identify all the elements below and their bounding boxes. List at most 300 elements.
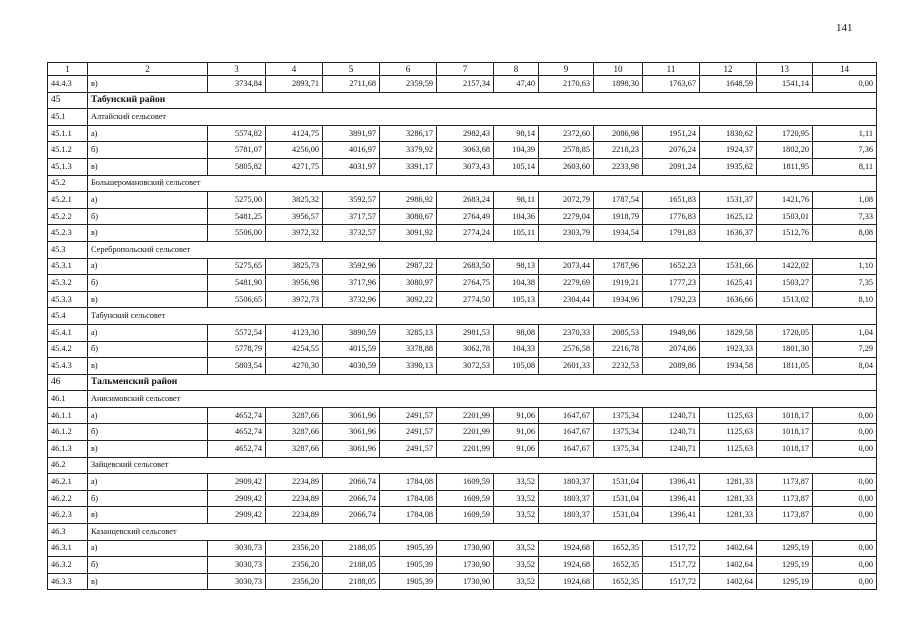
value-cell: 0,00 [813, 557, 877, 574]
value-cell: 33,52 [494, 540, 539, 557]
value-cell: 1,10 [813, 258, 877, 275]
row-code: 44.4.3 [48, 76, 88, 93]
value-cell: 2188,05 [323, 557, 380, 574]
value-cell: 1295,19 [757, 540, 813, 557]
value-cell: 1924,37 [700, 142, 757, 159]
row-code: 46.3.3 [48, 573, 88, 590]
value-cell: 3287,66 [266, 407, 323, 424]
value-cell: 33,52 [494, 474, 539, 491]
value-cell: 105,08 [494, 358, 539, 375]
value-cell: 1791,83 [643, 225, 700, 242]
value-cell: 1609,59 [437, 490, 494, 507]
row-code: 45 [48, 92, 88, 109]
value-cell: 3063,68 [437, 142, 494, 159]
value-cell: 1541,14 [757, 76, 813, 93]
row-code: 45.4.2 [48, 341, 88, 358]
value-cell: 1918,79 [594, 208, 643, 225]
value-cell: 1951,24 [643, 125, 700, 142]
value-cell: 1018,17 [757, 424, 813, 441]
value-cell: 3379,92 [380, 142, 437, 159]
value-cell: 1375,34 [594, 441, 643, 458]
value-cell: 1636,66 [700, 291, 757, 308]
row-label: б) [88, 557, 208, 574]
value-cell: 1281,33 [700, 474, 757, 491]
value-cell: 0,00 [813, 507, 877, 524]
value-cell: 2764,75 [437, 275, 494, 292]
value-cell: 1295,19 [757, 557, 813, 574]
value-cell: 5275,65 [208, 258, 266, 275]
value-cell: 1125,63 [700, 424, 757, 441]
value-cell: 91,06 [494, 441, 539, 458]
value-cell: 3062,78 [437, 341, 494, 358]
table-row [48, 275, 877, 292]
value-cell: 1517,72 [643, 540, 700, 557]
value-cell: 3030,73 [208, 540, 266, 557]
value-cell: 2201,99 [437, 441, 494, 458]
column-header: 3 [208, 63, 266, 76]
row-label: в) [88, 441, 208, 458]
value-cell: 104,39 [494, 142, 539, 159]
value-cell: 5778,79 [208, 341, 266, 358]
value-cell: 1924,68 [539, 540, 594, 557]
value-cell: 1421,76 [757, 192, 813, 209]
value-cell: 1651,83 [643, 192, 700, 209]
value-cell: 2074,86 [643, 341, 700, 358]
value-cell: 1829,58 [700, 324, 757, 341]
value-cell: 1803,37 [539, 474, 594, 491]
row-label: в) [88, 507, 208, 524]
value-cell: 5506,00 [208, 225, 266, 242]
settlement-row [48, 391, 877, 408]
value-cell: 1924,68 [539, 557, 594, 574]
value-cell: 1609,59 [437, 474, 494, 491]
value-cell: 1531,37 [700, 192, 757, 209]
value-cell: 1811,05 [757, 358, 813, 375]
row-code: 46.3.2 [48, 557, 88, 574]
value-cell: 3391,17 [380, 158, 437, 175]
value-cell: 3734,84 [208, 76, 266, 93]
value-cell: 33,52 [494, 490, 539, 507]
value-cell: 2370,33 [539, 324, 594, 341]
value-cell: 98,08 [494, 324, 539, 341]
table-row [48, 76, 877, 93]
settlement-name: Серебропольский сельсовет [88, 241, 877, 258]
value-cell: 3592,96 [323, 258, 380, 275]
value-cell: 2603,60 [539, 158, 594, 175]
row-label: а) [88, 407, 208, 424]
column-header: 2 [88, 63, 208, 76]
value-cell: 105,14 [494, 158, 539, 175]
header-row [48, 63, 877, 76]
value-cell: 0,00 [813, 573, 877, 590]
row-code: 45.2.1 [48, 192, 88, 209]
value-cell: 105,11 [494, 225, 539, 242]
value-cell: 1125,63 [700, 441, 757, 458]
value-cell: 3717,96 [323, 275, 380, 292]
value-cell: 1018,17 [757, 407, 813, 424]
value-cell: 5275,00 [208, 192, 266, 209]
value-cell: 2073,44 [539, 258, 594, 275]
value-cell: 1018,17 [757, 441, 813, 458]
value-cell: 2909,42 [208, 474, 266, 491]
value-cell: 2234,89 [266, 507, 323, 524]
value-cell: 1730,90 [437, 573, 494, 590]
row-code: 45.3 [48, 241, 88, 258]
column-header: 11 [643, 63, 700, 76]
value-cell: 3732,57 [323, 225, 380, 242]
row-code: 45.3.2 [48, 275, 88, 292]
value-cell: 1636,37 [700, 225, 757, 242]
settlement-name: Большеромановский сельсовет [88, 175, 877, 192]
settlement-name: Зайцевский сельсовет [88, 457, 877, 474]
value-cell: 3890,59 [323, 324, 380, 341]
value-cell: 1787,96 [594, 258, 643, 275]
value-cell: 4030,59 [323, 358, 380, 375]
value-cell: 2201,99 [437, 407, 494, 424]
row-code: 45.2.2 [48, 208, 88, 225]
table-row [48, 573, 877, 590]
value-cell: 5803,54 [208, 358, 266, 375]
column-header: 12 [700, 63, 757, 76]
row-code: 46.1 [48, 391, 88, 408]
value-cell: 33,52 [494, 557, 539, 574]
value-cell: 4124,75 [266, 125, 323, 142]
value-cell: 5574,82 [208, 125, 266, 142]
row-label: в) [88, 291, 208, 308]
value-cell: 4652,74 [208, 424, 266, 441]
value-cell: 1625,41 [700, 275, 757, 292]
row-code: 46.2 [48, 457, 88, 474]
column-header: 7 [437, 63, 494, 76]
value-cell: 1125,63 [700, 407, 757, 424]
value-cell: 1295,19 [757, 573, 813, 590]
value-cell: 7,33 [813, 208, 877, 225]
value-cell: 1949,86 [643, 324, 700, 341]
settlement-row [48, 524, 877, 541]
row-code: 45.1 [48, 109, 88, 126]
value-cell: 3287,66 [266, 424, 323, 441]
settlement-name: Анисимовский сельсовет [88, 391, 877, 408]
value-cell: 5506,65 [208, 291, 266, 308]
value-cell: 2072,79 [539, 192, 594, 209]
value-cell: 1784,08 [380, 507, 437, 524]
value-cell: 3592,57 [323, 192, 380, 209]
value-cell: 1513,02 [757, 291, 813, 308]
value-cell: 1396,41 [643, 474, 700, 491]
value-cell: 1802,20 [757, 142, 813, 159]
value-cell: 2774,50 [437, 291, 494, 308]
settlement-name: Алтайский сельсовет [88, 109, 877, 126]
table-row [48, 258, 877, 275]
row-code: 46.2.3 [48, 507, 88, 524]
value-cell: 2601,33 [539, 358, 594, 375]
row-label: в) [88, 358, 208, 375]
value-cell: 4652,74 [208, 441, 266, 458]
value-cell: 1609,59 [437, 507, 494, 524]
value-cell: 1919,21 [594, 275, 643, 292]
value-cell: 5481,90 [208, 275, 266, 292]
value-cell: 0,00 [813, 490, 877, 507]
value-cell: 2576,58 [539, 341, 594, 358]
page-number: 141 [836, 22, 853, 34]
value-cell: 1402,64 [700, 557, 757, 574]
value-cell: 2089,86 [643, 358, 700, 375]
value-cell: 0,00 [813, 441, 877, 458]
value-cell: 47,40 [494, 76, 539, 93]
value-cell: 0,00 [813, 540, 877, 557]
value-cell: 1531,04 [594, 507, 643, 524]
row-label: а) [88, 125, 208, 142]
value-cell: 1240,71 [643, 441, 700, 458]
column-header: 4 [266, 63, 323, 76]
value-cell: 3956,57 [266, 208, 323, 225]
table-row [48, 324, 877, 341]
value-cell: 3717,57 [323, 208, 380, 225]
value-cell: 1512,76 [757, 225, 813, 242]
row-code: 45.3.3 [48, 291, 88, 308]
value-cell: 8,08 [813, 225, 877, 242]
value-cell: 2356,20 [266, 540, 323, 557]
district-name: Тальменский район [88, 374, 877, 391]
value-cell: 0,00 [813, 424, 877, 441]
value-cell: 1517,72 [643, 573, 700, 590]
value-cell: 4254,55 [266, 341, 323, 358]
value-cell: 2356,20 [266, 573, 323, 590]
table-row [48, 208, 877, 225]
table-row [48, 407, 877, 424]
column-header: 9 [539, 63, 594, 76]
value-cell: 2986,92 [380, 192, 437, 209]
value-cell: 1,08 [813, 192, 877, 209]
value-cell: 3061,96 [323, 424, 380, 441]
value-cell: 3286,17 [380, 125, 437, 142]
value-cell: 2356,20 [266, 557, 323, 574]
row-code: 45.4 [48, 308, 88, 325]
table-row [48, 540, 877, 557]
table-row [48, 341, 877, 358]
column-header: 13 [757, 63, 813, 76]
value-cell: 1503,01 [757, 208, 813, 225]
value-cell: 2774,24 [437, 225, 494, 242]
value-cell: 1396,41 [643, 490, 700, 507]
value-cell: 2201,99 [437, 424, 494, 441]
value-cell: 3073,43 [437, 158, 494, 175]
value-cell: 4270,30 [266, 358, 323, 375]
value-cell: 2909,42 [208, 507, 266, 524]
value-cell: 2893,71 [266, 76, 323, 93]
value-cell: 1720,95 [757, 125, 813, 142]
value-cell: 2683,50 [437, 258, 494, 275]
value-cell: 1777,23 [643, 275, 700, 292]
tariff-table [47, 62, 877, 590]
row-code: 46.2.2 [48, 490, 88, 507]
value-cell: 1281,33 [700, 490, 757, 507]
value-cell: 2216,78 [594, 341, 643, 358]
value-cell: 1934,54 [594, 225, 643, 242]
value-cell: 2157,34 [437, 76, 494, 93]
value-cell: 0,00 [813, 407, 877, 424]
value-cell: 2066,74 [323, 474, 380, 491]
value-cell: 2491,57 [380, 441, 437, 458]
value-cell: 1784,08 [380, 474, 437, 491]
row-code: 46.3.1 [48, 540, 88, 557]
value-cell: 3030,73 [208, 557, 266, 574]
row-label: в) [88, 225, 208, 242]
value-cell: 3080,97 [380, 275, 437, 292]
value-cell: 98,13 [494, 258, 539, 275]
value-cell: 1924,68 [539, 573, 594, 590]
value-cell: 33,52 [494, 507, 539, 524]
value-cell: 5805,82 [208, 158, 266, 175]
row-code: 45.2.3 [48, 225, 88, 242]
settlement-row [48, 241, 877, 258]
value-cell: 1905,39 [380, 573, 437, 590]
row-code: 46.3 [48, 524, 88, 541]
value-cell: 1625,12 [700, 208, 757, 225]
settlement-name: Казанцевский сельсовет [88, 524, 877, 541]
value-cell: 104,33 [494, 341, 539, 358]
column-header: 1 [48, 63, 88, 76]
column-header: 14 [813, 63, 877, 76]
value-cell: 2683,24 [437, 192, 494, 209]
row-code: 45.2 [48, 175, 88, 192]
row-code: 46.2.1 [48, 474, 88, 491]
table-row [48, 142, 877, 159]
value-cell: 2279,69 [539, 275, 594, 292]
value-cell: 5781,07 [208, 142, 266, 159]
row-code: 45.1.1 [48, 125, 88, 142]
value-cell: 3825,32 [266, 192, 323, 209]
value-cell: 2304,44 [539, 291, 594, 308]
table-row [48, 158, 877, 175]
value-cell: 2982,43 [437, 125, 494, 142]
value-cell: 7,36 [813, 142, 877, 159]
value-cell: 1396,41 [643, 507, 700, 524]
row-label: б) [88, 341, 208, 358]
row-label: б) [88, 275, 208, 292]
value-cell: 1531,04 [594, 474, 643, 491]
value-cell: 3061,96 [323, 441, 380, 458]
value-cell: 1240,71 [643, 424, 700, 441]
row-label: а) [88, 192, 208, 209]
value-cell: 1402,64 [700, 540, 757, 557]
value-cell: 2303,79 [539, 225, 594, 242]
value-cell: 104,38 [494, 275, 539, 292]
value-cell: 1803,37 [539, 507, 594, 524]
column-header: 10 [594, 63, 643, 76]
row-code: 46.1.1 [48, 407, 88, 424]
value-cell: 3825,73 [266, 258, 323, 275]
value-cell: 5572,54 [208, 324, 266, 341]
district-row [48, 92, 877, 109]
value-cell: 0,00 [813, 474, 877, 491]
value-cell: 0,00 [813, 76, 877, 93]
value-cell: 91,06 [494, 407, 539, 424]
row-label: б) [88, 142, 208, 159]
value-cell: 7,29 [813, 341, 877, 358]
value-cell: 3092,22 [380, 291, 437, 308]
value-cell: 1240,71 [643, 407, 700, 424]
value-cell: 1647,67 [539, 424, 594, 441]
value-cell: 1776,83 [643, 208, 700, 225]
value-cell: 1803,37 [539, 490, 594, 507]
value-cell: 1652,35 [594, 573, 643, 590]
value-cell: 2086,98 [594, 125, 643, 142]
value-cell: 105,13 [494, 291, 539, 308]
value-cell: 1652,23 [643, 258, 700, 275]
value-cell: 3061,96 [323, 407, 380, 424]
table-row [48, 125, 877, 142]
value-cell: 33,52 [494, 573, 539, 590]
value-cell: 1173,87 [757, 474, 813, 491]
table-row [48, 490, 877, 507]
value-cell: 3072,53 [437, 358, 494, 375]
value-cell: 1531,04 [594, 490, 643, 507]
value-cell: 3378,88 [380, 341, 437, 358]
value-cell: 1934,58 [700, 358, 757, 375]
value-cell: 1905,39 [380, 540, 437, 557]
table-row [48, 358, 877, 375]
row-code: 45.4.1 [48, 324, 88, 341]
value-cell: 1923,33 [700, 341, 757, 358]
value-cell: 4015,59 [323, 341, 380, 358]
value-cell: 1173,87 [757, 490, 813, 507]
value-cell: 4271,75 [266, 158, 323, 175]
settlement-row [48, 175, 877, 192]
value-cell: 2764,49 [437, 208, 494, 225]
value-cell: 3891,97 [323, 125, 380, 142]
value-cell: 7,35 [813, 275, 877, 292]
value-cell: 2491,57 [380, 407, 437, 424]
value-cell: 3080,67 [380, 208, 437, 225]
value-cell: 4016,97 [323, 142, 380, 159]
row-code: 46.1.2 [48, 424, 88, 441]
value-cell: 2234,89 [266, 474, 323, 491]
value-cell: 2188,05 [323, 540, 380, 557]
row-label: а) [88, 258, 208, 275]
value-cell: 3285,13 [380, 324, 437, 341]
value-cell: 8,04 [813, 358, 877, 375]
value-cell: 1730,90 [437, 540, 494, 557]
value-cell: 2233,98 [594, 158, 643, 175]
district-row [48, 374, 877, 391]
column-header: 5 [323, 63, 380, 76]
value-cell: 2711,68 [323, 76, 380, 93]
value-cell: 91,06 [494, 424, 539, 441]
value-cell: 1792,23 [643, 291, 700, 308]
row-label: б) [88, 208, 208, 225]
row-code: 45.1.2 [48, 142, 88, 159]
value-cell: 2076,24 [643, 142, 700, 159]
value-cell: 1422,02 [757, 258, 813, 275]
table-row [48, 291, 877, 308]
value-cell: 2232,53 [594, 358, 643, 375]
value-cell: 1531,66 [700, 258, 757, 275]
value-cell: 1730,90 [437, 557, 494, 574]
value-cell: 3390,13 [380, 358, 437, 375]
settlement-name: Табунский сельсовет [88, 308, 877, 325]
row-code: 45.4.3 [48, 358, 88, 375]
value-cell: 1934,96 [594, 291, 643, 308]
value-cell: 1763,67 [643, 76, 700, 93]
table-row [48, 441, 877, 458]
value-cell: 2091,24 [643, 158, 700, 175]
row-code: 45.1.3 [48, 158, 88, 175]
district-name: Табунский район [88, 92, 877, 109]
column-header: 8 [494, 63, 539, 76]
table-row [48, 474, 877, 491]
value-cell: 1652,35 [594, 540, 643, 557]
